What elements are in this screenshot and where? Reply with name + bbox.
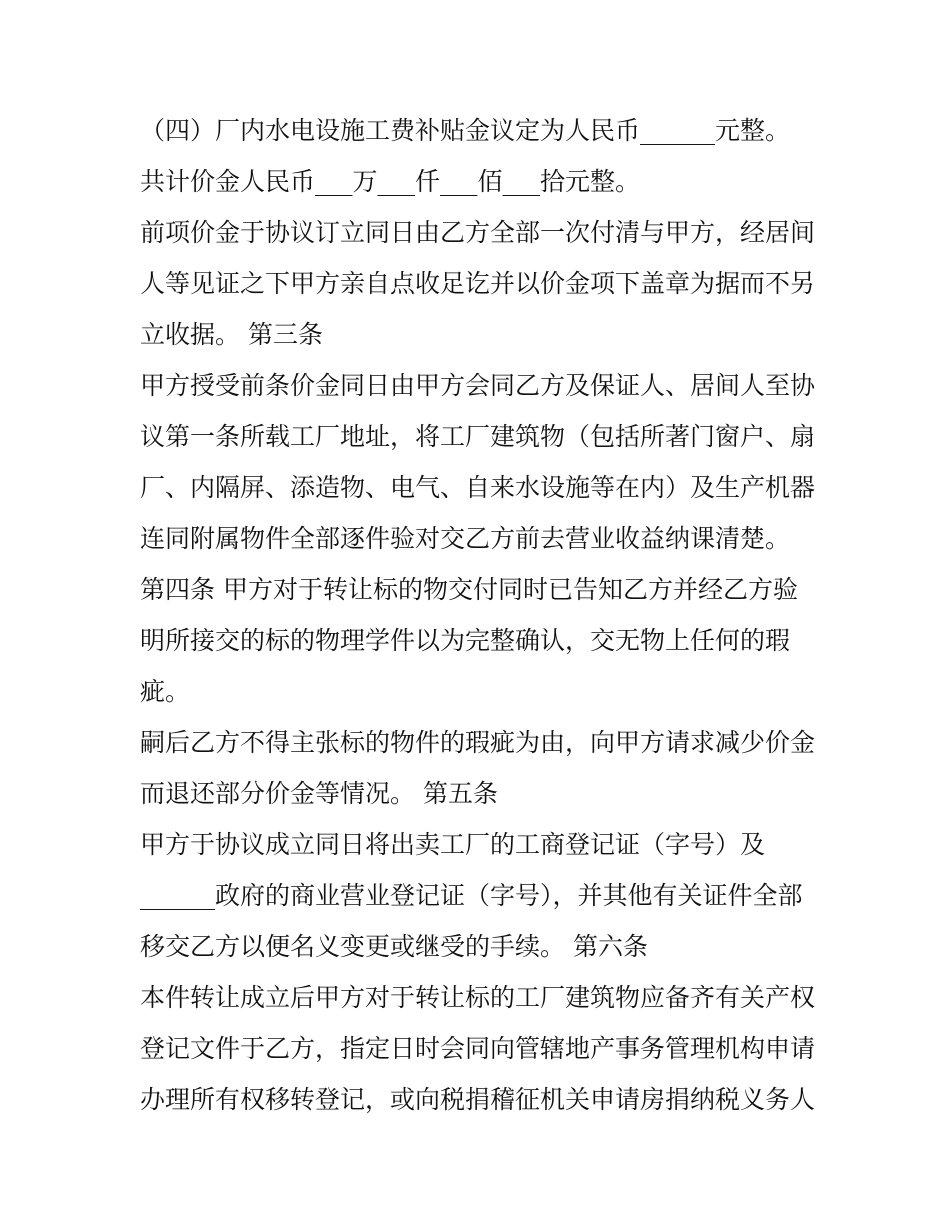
text-line-14: 而退还部分价金等情况。 第五条: [140, 779, 498, 808]
text-line-1: （四）厂内水电设施工费补贴金议定为人民币______元整。: [140, 116, 791, 145]
text-line-16: ______政府的商业营业登记证（字号），并其他有关证件全部: [140, 881, 803, 910]
text-line-7: 议第一条所载工厂地址，将工厂建筑物（包括所著门窗户、扇: [140, 422, 816, 451]
text-line-5: 立收据。 第三条: [140, 320, 323, 349]
text-line-13: 嗣后乙方不得主张标的物件的瑕疵为由，向甲方请求减少价金: [140, 728, 816, 757]
document-body: [140, 105, 820, 1125]
text-line-8: 厂、内隔屏、添造物、电气、自来水设施等在内）及生产机器: [140, 473, 816, 502]
text-line-15: 甲方于协议成立同日将出卖工厂的工商登记证（字号）及: [140, 830, 766, 859]
text-line-20: 办理所有权移转登记，或向税捐稽征机关申请房捐纳税义务人: [140, 1085, 816, 1114]
text-line-17: 移交乙方以便名义变更或继受的手续。 第六条: [140, 932, 648, 961]
text-line-2: 共计价金人民币___万___仟___佰___拾元整。: [140, 167, 641, 196]
text-line-4: 人等见证之下甲方亲自点收足讫并以价金项下盖章为据而不另: [140, 269, 816, 298]
text-line-10: 第四条 甲方对于转让标的物交付同时已告知乙方并经乙方验: [140, 575, 798, 604]
text-line-9: 连同附属物件全部逐件验对交乙方前去营业收益纳课清楚。: [140, 524, 791, 553]
text-line-3: 前项价金于协议订立同日由乙方全部一次付清与甲方，经居间: [140, 218, 816, 247]
text-line-18: 本件转让成立后甲方对于转让标的工厂建筑物应备齐有关产权: [140, 983, 816, 1012]
text-line-6: 甲方授受前条价金同日由甲方会同乙方及保证人、居间人至协: [140, 371, 816, 400]
text-line-19: 登记文件于乙方，指定日时会同向管辖地产事务管理机构申请: [140, 1034, 816, 1063]
text-line-11: 明所接交的标的物理学件以为完整确认，交无物上任何的瑕: [140, 626, 791, 655]
text-line-12: 疵。: [140, 677, 191, 706]
